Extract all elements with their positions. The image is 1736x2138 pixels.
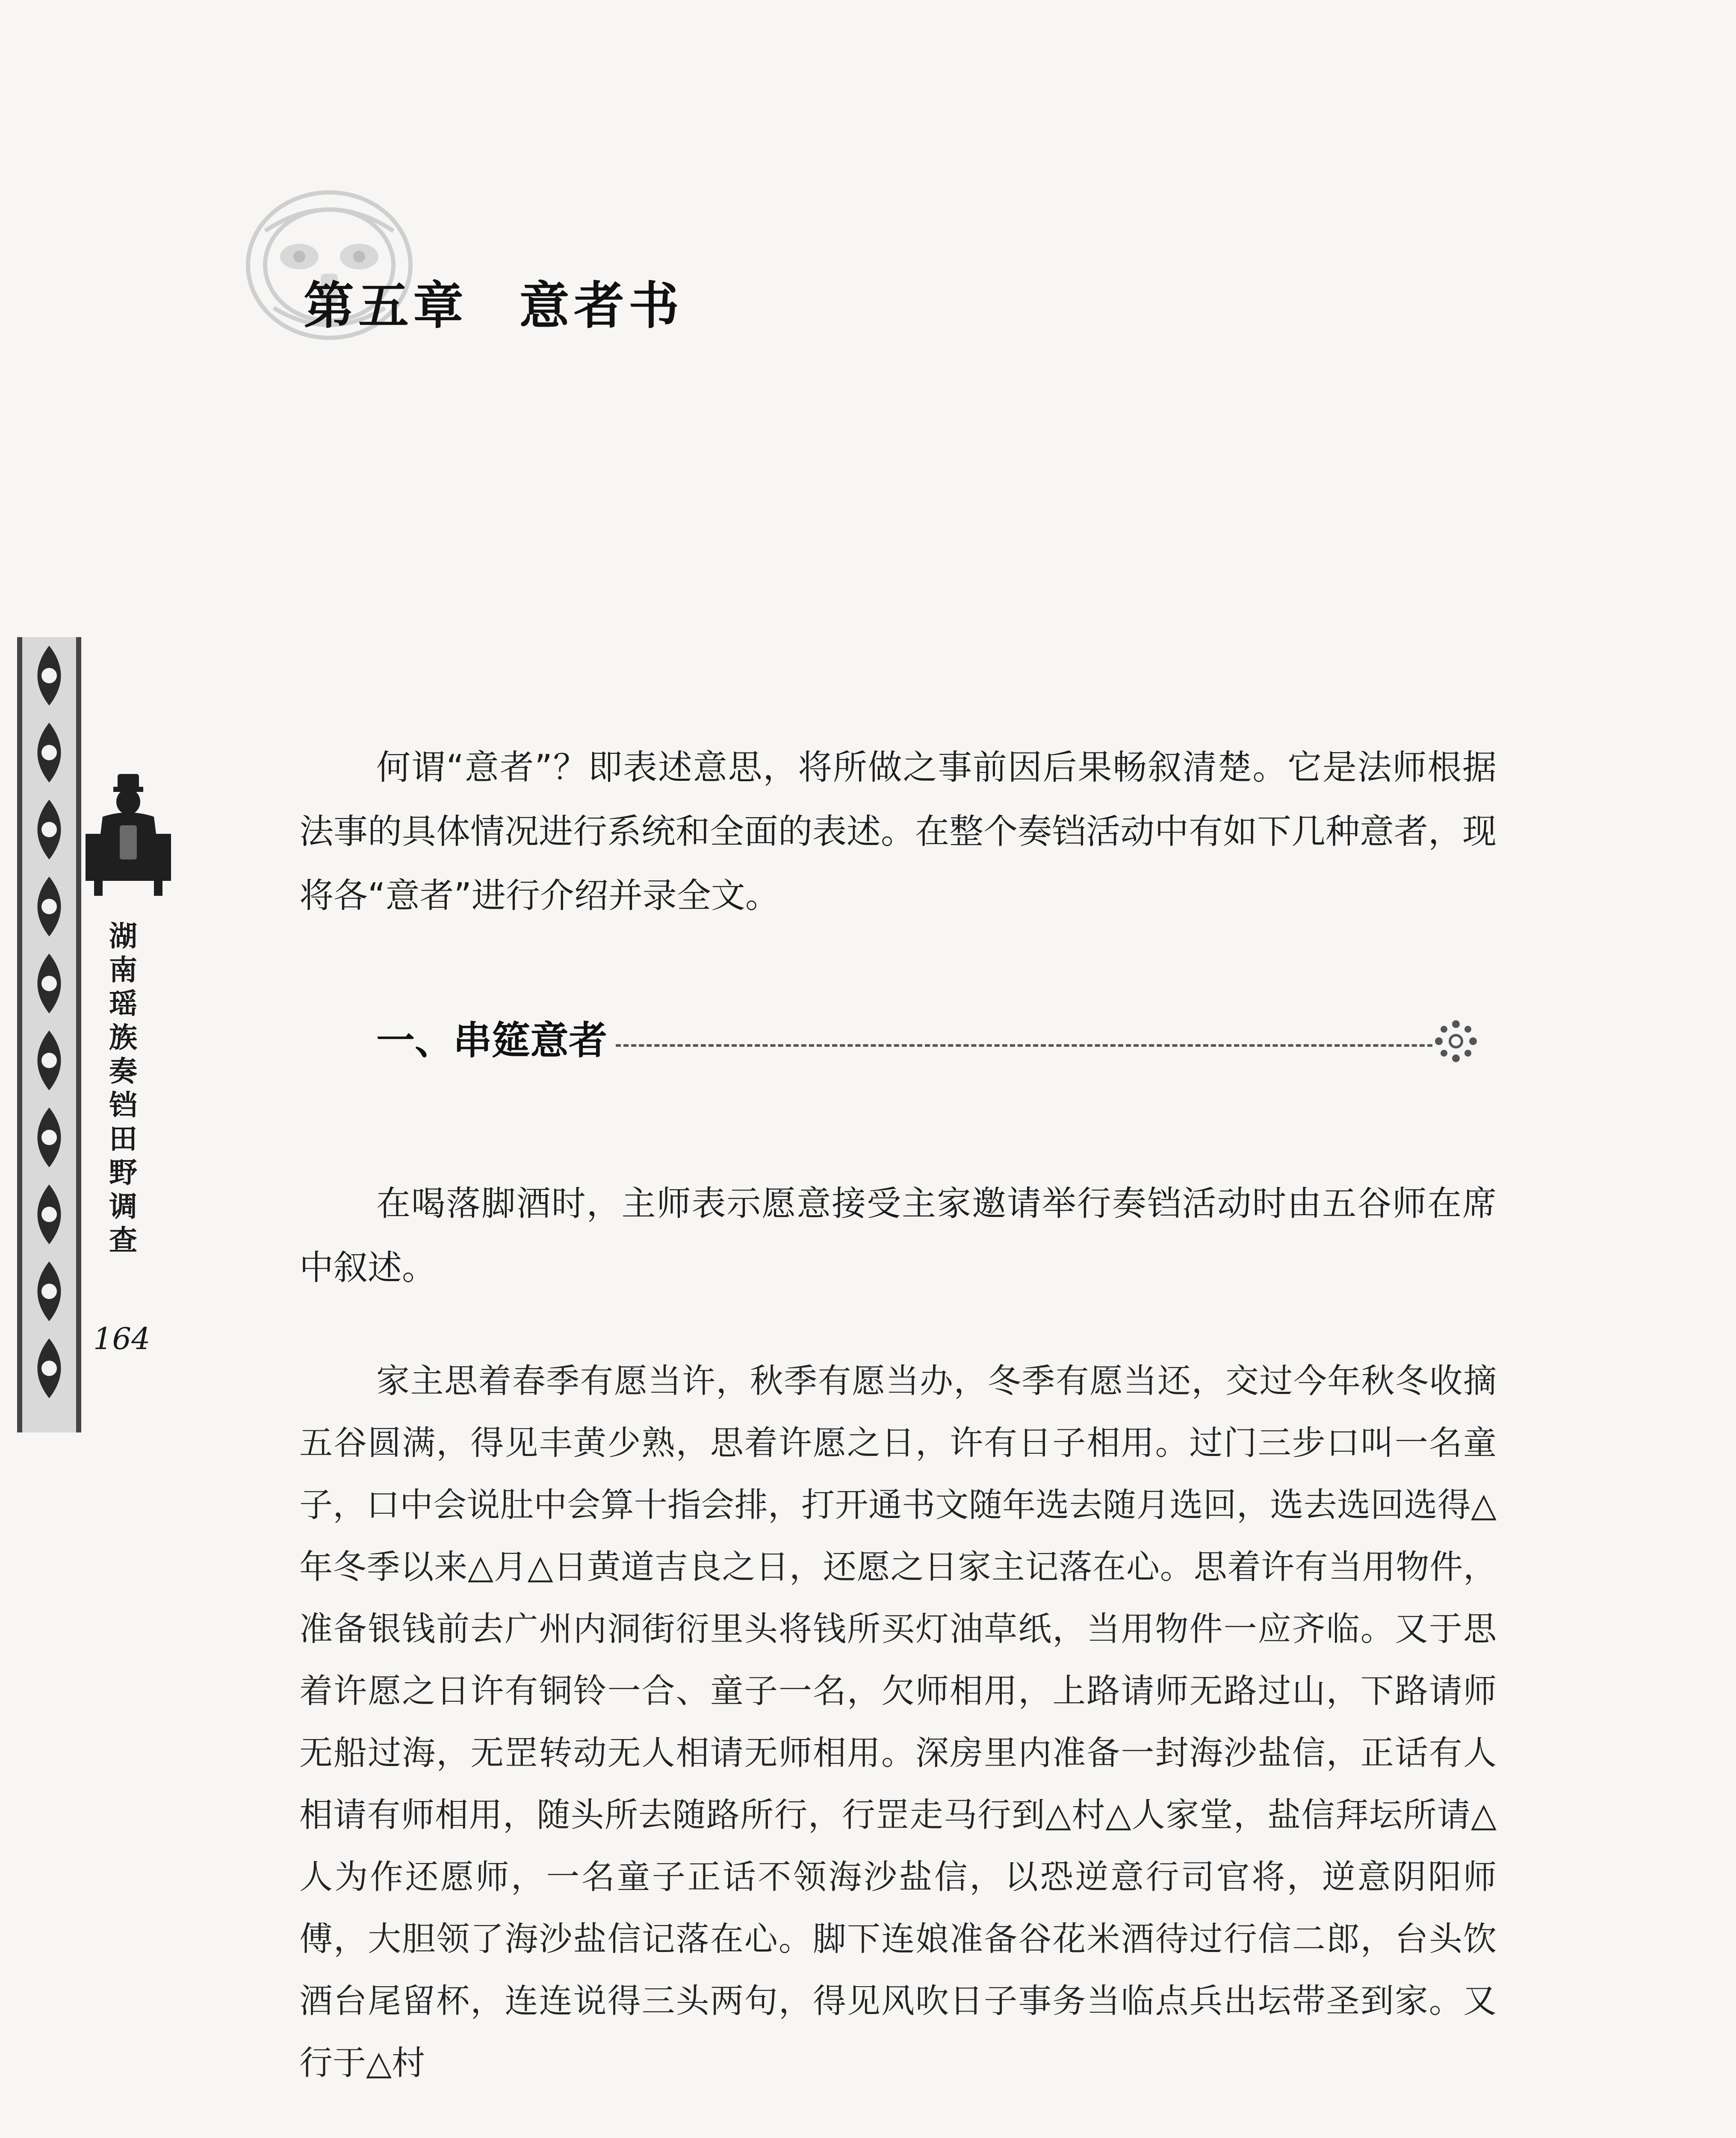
- page-number: 164: [93, 1321, 151, 1356]
- chapter-name: 意者书: [519, 276, 684, 335]
- section-body-text: 家主思着春季有愿当许，秋季有愿当办，冬季有愿当还，交过今年秋冬收摘五谷圆满，得见丰黄少熟，思着许愿之日，许有日子相用。过门三步口叫一名童子，口中会说肚中会算十指会排，打开通书文随年选去随月选回，选去选回选得△年冬季以来△月△日黄道吉良之日，还愿之日家主记落在心。思着许有当用物件，准备银钱前去广州内洞街衍里头将钱所买灯油草纸，当用物件一应齐临。又于思着许愿之日许有铜铃一合、童子一名，欠师相用，上路请师无路过山，下路请师无船过海，无罡转动无人相请无师相用。深房里内准备一封海沙盐信，正话有人相请有师相用，随头所去随路所行，行罡走马行到△村△人家堂，盐信拜坛所请△人为作还愿师，一名童子正话不领海沙盐信，以恐逆意行司官将，逆意阴阳师傅，大胆领了海沙盐信记落在心。脚下连娘准备谷花米酒待过行信二郎，台头饮酒台尾留杯，连连说得三头两句，得见风吹日子事务当临点兵出坛带圣到家。又行于△村: [299, 1362, 1497, 2082]
- dashed-rule: [616, 1044, 1432, 1047]
- running-book-title: 湖南瑶族奏铛田野调查: [109, 919, 137, 1257]
- seated-figure-illustration: [77, 770, 180, 898]
- section-heading-label: 一、串筵意者: [376, 1009, 611, 1065]
- section-description: 在喝落脚酒时，主师表示愿意接受主家邀请举行奏铛活动时由五谷师在席中叙述。: [299, 1184, 1497, 1288]
- section-heading: [376, 1009, 1488, 1069]
- chapter-title: [304, 265, 683, 338]
- intro-paragraph: 何谓“意者”？即表述意思，将所做之事前因后果畅叙清楚。它是法师根据法事的具体情况进行系统和全面的表述。在整个奏铛活动中有如下几种意者，现将各“意者”进行介绍并录全文。: [299, 747, 1497, 915]
- chapter-number: 第五章: [304, 276, 468, 335]
- flower-ornament-icon: [1432, 1018, 1479, 1065]
- decorative-border-strip: [17, 637, 81, 1432]
